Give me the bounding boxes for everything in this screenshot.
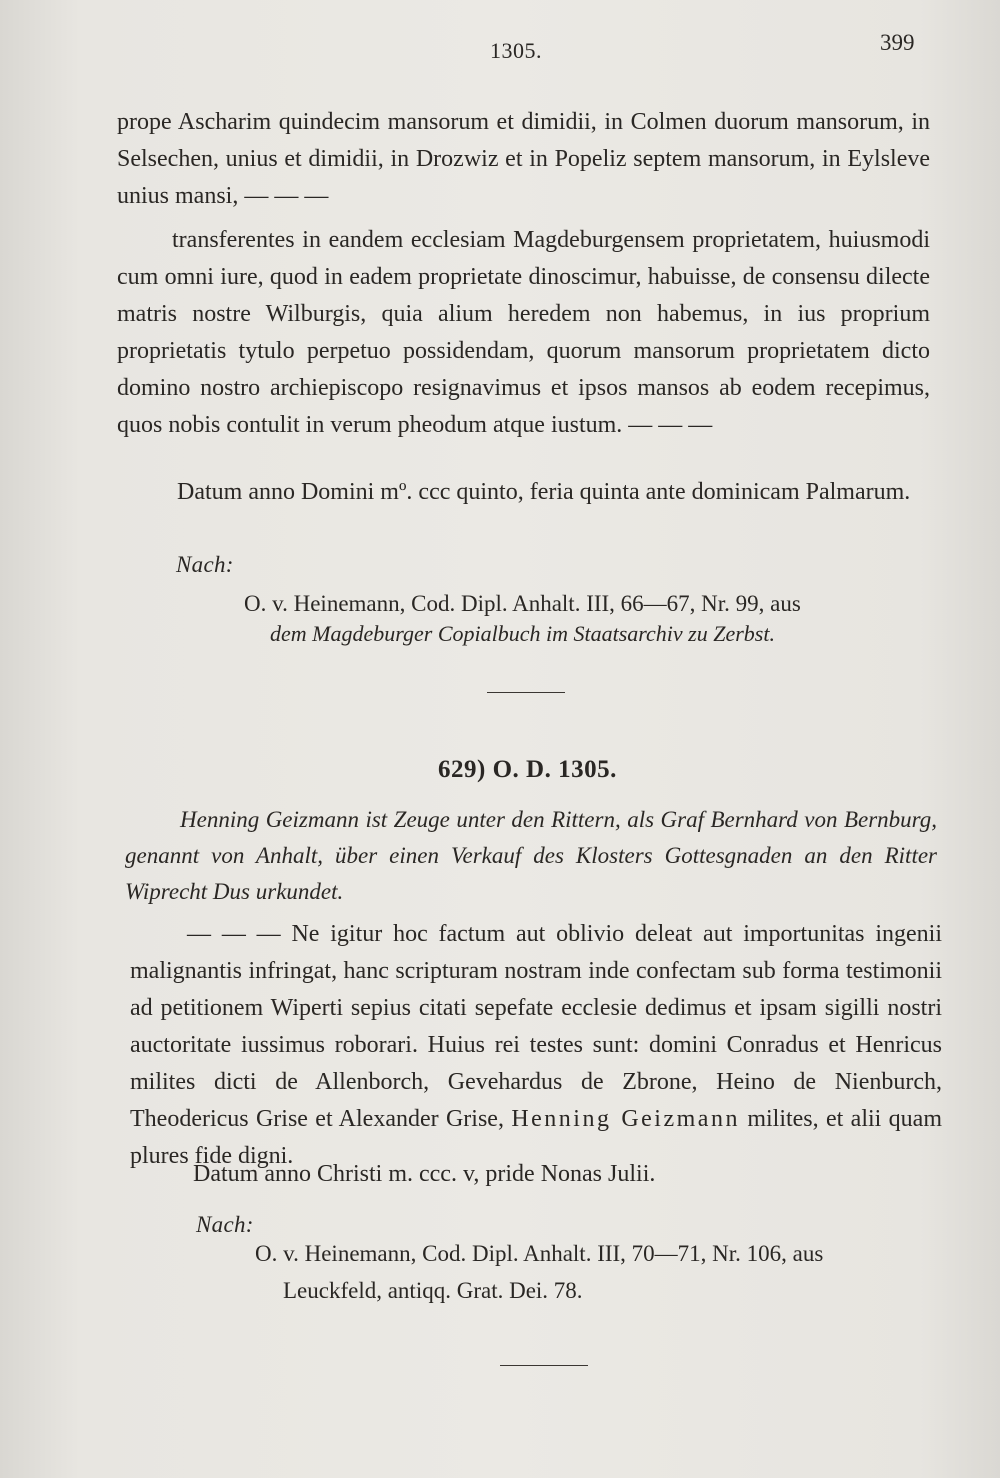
witnesses-text-end: milites, et alii quam plures fide digni. <box>130 1106 943 1169</box>
paragraph-witnesses <box>130 916 942 1175</box>
paragraph-estates: prope Ascharim quindecim mansorum et dimidii, in Colmen duorum mansorum, in Selsechen, unius et dimidii, in Drozwiz et in Popeliz septem mansorum, in Eylsleve unius mansi, — — — <box>117 109 930 209</box>
witnesses-text: — — — Ne igitur hoc factum aut oblivio deleat aut importunitas ingenii malignantis infringat, hanc scripturam nostram inde confectam sub forma testimonii ad petitionem Wiperti sepius citati sepefate ecclesie dedimus et ipsam sigilli nostri auctoritate iussimus roborari. Huius rei testes sunt: domini Conradus et Henricus milites dicti de Allenborch, Gevehardus de Zbrone, Heino de Nienburch, Theodericus Grise et Alexander Grise, <box>130 921 942 1132</box>
paragraph-date: Datum anno Domini mº. ccc quinto, feria quinta ante dominicam Palmarum. <box>177 479 911 505</box>
paragraph-date-2: Datum anno Christi m. ccc. v, pride Nonas Julii. <box>193 1161 656 1187</box>
paragraph-transfer: transferentes in eandem ecclesiam Magdeburgensem proprietatem, huiusmodi cum omni iure, quod in eadem proprietate dinoscimur, habuisse, de consensu dilecte matris nostre Wilburgis, quia alium heredem non habemus, in ius proprium proprietatis tytulo perpetuo possidendam, quorum mansorum proprietatem dicto domino nostro archiepiscopo resignavimus et ipsos mansos ab eodem recepimus, quos nobis contulit in verum pheodum atque iustum. — — — <box>117 227 930 438</box>
source-citation-2-line1: O. v. Heinemann, Cod. Dipl. Anhalt. III, 70—71, Nr. 106, aus <box>255 1241 824 1266</box>
end-divider <box>500 1365 588 1366</box>
witness-name-spaced: Henning Geizmann <box>511 1106 740 1132</box>
source-citation-line1: O. v. Heinemann, Cod. Dipl. Anhalt. III, 66—67, Nr. 99, aus <box>244 591 801 616</box>
running-header-year: 1305. <box>490 38 542 63</box>
source-citation-line2: dem Magdeburger Copialbuch im Staatsarchiv zu Zerbst. <box>270 621 775 646</box>
source-citation-2-line2: Leuckfeld, antiqq. Grat. Dei. 78. <box>283 1278 583 1303</box>
section-divider <box>487 692 565 693</box>
source-label: Nach: <box>176 552 234 577</box>
source-label-2: Nach: <box>196 1212 254 1237</box>
document-heading: 629) O. D. 1305. <box>438 756 617 783</box>
document-summary: Henning Geizmann ist Zeuge unter den Rittern, als Graf Bernhard von Bernburg, genannt von Anhalt, über einen Verkauf des Klosters Gottesgnaden an den Ritter Wiprecht Dus urkundet. <box>125 807 937 904</box>
page-number: 399 <box>880 30 915 55</box>
